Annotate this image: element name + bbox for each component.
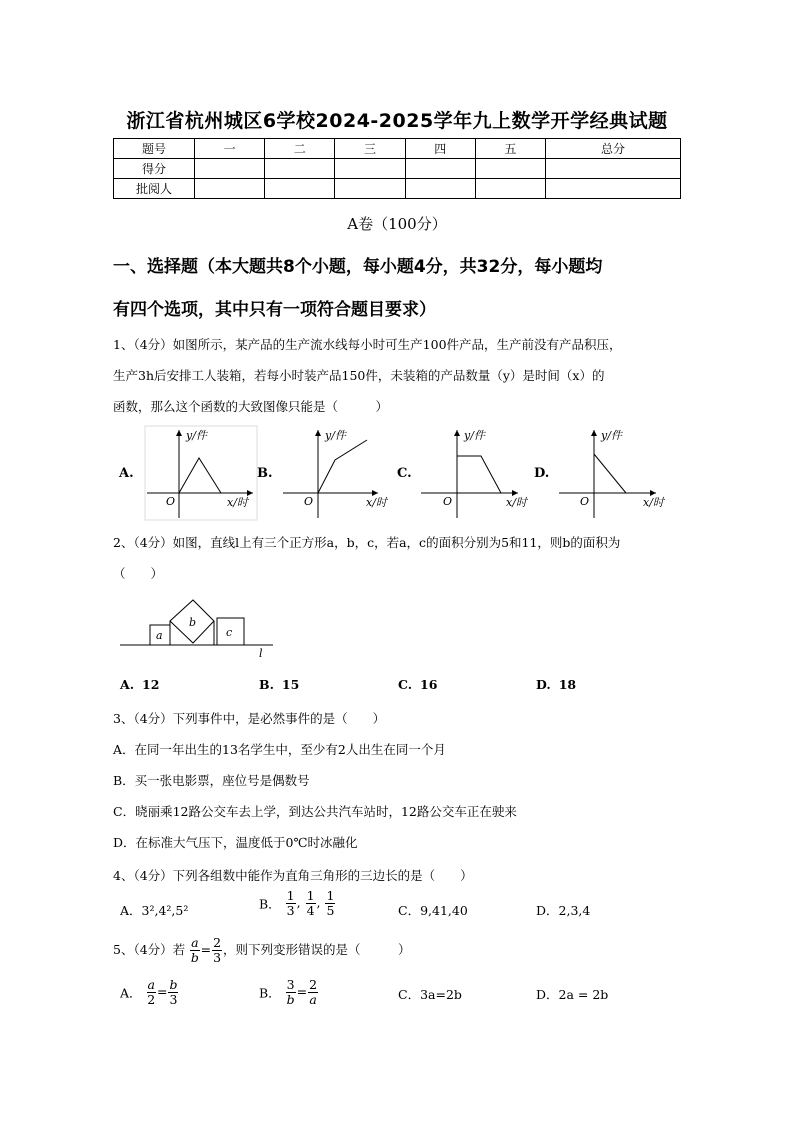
q5-option-b[interactable]: B． $\frac{3}{b}$ = $\frac{2}{a}$ bbox=[259, 977, 318, 1007]
x-axis-label: x/时 bbox=[366, 496, 387, 509]
option-label: D. bbox=[536, 677, 551, 692]
score-table-header-row bbox=[114, 139, 681, 159]
q1-option-b-label[interactable]: B. bbox=[257, 466, 273, 481]
reviewer-row bbox=[114, 179, 681, 199]
reviewer-row-label: 批阅人 bbox=[114, 179, 195, 199]
q5-stem-suffix: ，则下列变形错误的是（ ） bbox=[223, 942, 411, 957]
graph-line bbox=[318, 440, 367, 493]
option-label: A． bbox=[120, 903, 142, 918]
denominator: 5 bbox=[326, 903, 335, 918]
q2-line2: （ ） bbox=[113, 566, 164, 581]
numerator: 1 bbox=[326, 888, 335, 903]
question-2-stem bbox=[113, 527, 683, 589]
denominator: 3 bbox=[286, 903, 295, 918]
denominator: 4 bbox=[306, 903, 315, 918]
q2-option-a[interactable] bbox=[120, 677, 159, 692]
q5-stem: 5、（4分）若 $\frac{a}{b}$ = $\frac{2}{3}$ ，则下列变形错误的是（ ） bbox=[113, 935, 411, 965]
line-l-label: l bbox=[259, 647, 263, 660]
denominator: 2 bbox=[147, 992, 156, 1007]
reviewer-cell[interactable] bbox=[265, 179, 335, 199]
option-value: 18 bbox=[558, 677, 577, 692]
score-cell[interactable] bbox=[335, 159, 405, 179]
q1-option-a-label[interactable]: A. bbox=[119, 466, 134, 481]
y-axis-arrow bbox=[176, 430, 182, 436]
score-cell[interactable] bbox=[405, 159, 475, 179]
score-header-cell: 题号 bbox=[114, 139, 195, 159]
q1-graph-options bbox=[113, 420, 673, 525]
q3-option-b[interactable]: B．买一张电影票，座位号是偶数号 bbox=[113, 773, 310, 788]
origin-label: O bbox=[166, 495, 176, 508]
q5-option-a[interactable]: A． $\frac{a}{2}$ = $\frac{b}{3}$ bbox=[120, 977, 178, 1007]
option-value: 15 bbox=[281, 677, 300, 692]
q4-option-a[interactable] bbox=[120, 901, 188, 919]
q4-option-c[interactable]: C．9,41,40 bbox=[398, 903, 468, 918]
y-axis-label: y/件 bbox=[186, 429, 207, 442]
q1-option-d-label[interactable]: D. bbox=[534, 466, 550, 481]
score-header-cell: 五 bbox=[475, 139, 545, 159]
option-label: B． bbox=[259, 896, 281, 912]
denominator: 3 bbox=[213, 950, 222, 965]
q3-option-d[interactable]: D．在标准大气压下，温度低于0℃时冰融化 bbox=[113, 835, 358, 850]
q1-line1: 1、（4分）如图所示，某产品的生产流水线每小时可生产100件产品，生产前没有产品积压， bbox=[113, 337, 622, 352]
denominator: 3 bbox=[169, 992, 178, 1007]
denominator: b bbox=[190, 950, 199, 965]
fraction bbox=[306, 889, 316, 918]
score-header-cell: 四 bbox=[405, 139, 475, 159]
q5-option-d[interactable]: D．2a = 2b bbox=[536, 987, 609, 1002]
numerator: b bbox=[169, 977, 178, 992]
q1-option-c-label[interactable]: C. bbox=[397, 466, 412, 481]
y-axis-label: y/件 bbox=[325, 429, 346, 442]
q1-line3: 函数，那么这个函数的大致图像只能是（ ） bbox=[113, 399, 389, 414]
q1-graph-a[interactable] bbox=[145, 426, 257, 520]
option-label: B． bbox=[259, 985, 281, 1001]
origin-label: O bbox=[443, 495, 453, 508]
option-label: C. bbox=[398, 677, 413, 692]
section-heading bbox=[113, 250, 713, 327]
origin-label: O bbox=[580, 495, 590, 508]
score-row-label: 得分 bbox=[114, 159, 195, 179]
q2-option-b[interactable] bbox=[259, 677, 299, 692]
numerator: 1 bbox=[306, 888, 315, 903]
section-heading-line1: 一、选择题（本大题共8个小题，每小题4分，共32分，每小题均 bbox=[113, 257, 603, 277]
q1-graph-d[interactable] bbox=[559, 429, 666, 518]
score-cell[interactable] bbox=[546, 159, 681, 179]
fraction bbox=[325, 889, 335, 918]
score-table bbox=[113, 138, 681, 199]
fraction bbox=[168, 978, 178, 1007]
q4-option-b[interactable]: B． $\frac{1}{3}$ , $\frac{1}{4}$ , $\frac{1}{5}$ bbox=[259, 888, 335, 918]
score-cell[interactable] bbox=[265, 159, 335, 179]
score-header-cell: 三 bbox=[335, 139, 405, 159]
q1-line2: 生产3h后安排工人装箱，若每小时装产品150件，未装箱的产品数量（y）是时间（x）的 bbox=[113, 368, 605, 383]
numerator: a bbox=[191, 935, 199, 950]
option-label: B. bbox=[259, 677, 274, 692]
square-a-label: a bbox=[156, 629, 163, 642]
q3-option-c[interactable]: C．晓丽乘12路公交车去上学，到达公共汽车站时，12路公交车正在驶来 bbox=[113, 804, 517, 819]
square-c-label: c bbox=[226, 626, 233, 639]
numerator: a bbox=[147, 977, 155, 992]
reviewer-cell[interactable] bbox=[405, 179, 475, 199]
fraction bbox=[286, 978, 296, 1007]
score-header-cell: 二 bbox=[265, 139, 335, 159]
q1-graph-c[interactable] bbox=[421, 429, 529, 518]
score-header-cell: 一 bbox=[195, 139, 265, 159]
score-header-cell: 总分 bbox=[546, 139, 681, 159]
graph-line bbox=[457, 456, 501, 493]
reviewer-cell[interactable] bbox=[546, 179, 681, 199]
q5-stem-prefix: 5、（4分）若 bbox=[113, 942, 186, 957]
score-cell[interactable] bbox=[475, 159, 545, 179]
origin-label: O bbox=[304, 495, 314, 508]
square-b-label: b bbox=[189, 616, 197, 629]
x-axis-label: x/时 bbox=[227, 496, 248, 509]
y-axis-arrow bbox=[454, 430, 460, 436]
q3-option-a[interactable]: A．在同一年出生的13名学生中，至少有2人出生在同一个月 bbox=[113, 742, 446, 757]
option-label: A． bbox=[120, 985, 142, 1001]
q2-line1: 2、（4分）如图，直线l上有三个正方形a，b，c，若a，c的面积分别为5和11，则b的面积为 bbox=[113, 535, 621, 550]
y-axis-label: y/件 bbox=[464, 429, 485, 442]
reviewer-cell[interactable] bbox=[335, 179, 405, 199]
option-value: 12 bbox=[142, 677, 160, 692]
q5-option-c[interactable]: C．3a=2b bbox=[398, 987, 462, 1002]
q4-option-d[interactable]: D．2,3,4 bbox=[536, 903, 591, 918]
q4-stem: 4、（4分）下列各组数中能作为直角三角形的三边长的是（ ） bbox=[113, 868, 473, 883]
numerator: 2 bbox=[309, 977, 318, 992]
q3-stem: 3、（4分）下列事件中，是必然事件的是（ ） bbox=[113, 711, 386, 726]
y-axis-arrow bbox=[315, 430, 321, 436]
numerator: 3 bbox=[286, 977, 295, 992]
y-axis-label: y/件 bbox=[601, 429, 622, 442]
paper-label: A卷（100分） bbox=[347, 215, 447, 233]
graph-line bbox=[594, 454, 626, 493]
option-label: A. bbox=[120, 677, 135, 692]
question-3 bbox=[113, 703, 683, 858]
numerator: 1 bbox=[286, 888, 295, 903]
fraction bbox=[308, 978, 318, 1007]
fraction bbox=[212, 936, 222, 965]
option-value: 3²,4²,5² bbox=[141, 903, 189, 918]
x-axis-label: x/时 bbox=[643, 496, 664, 509]
reviewer-cell[interactable] bbox=[475, 179, 545, 199]
question-1-stem bbox=[113, 329, 683, 422]
fraction bbox=[190, 936, 199, 965]
reviewer-cell[interactable] bbox=[195, 179, 265, 199]
exam-title: 浙江省杭州城区6学校2024-2025学年九上数学开学经典试题 bbox=[126, 110, 668, 132]
q2-option-d[interactable] bbox=[536, 677, 576, 692]
denominator: b bbox=[286, 992, 295, 1007]
q2-option-c[interactable] bbox=[398, 677, 437, 692]
y-axis-arrow bbox=[591, 430, 597, 436]
score-row bbox=[114, 159, 681, 179]
graph-line bbox=[179, 458, 221, 493]
numerator: 2 bbox=[213, 935, 222, 950]
q2-squares-figure bbox=[113, 592, 283, 660]
fraction bbox=[147, 978, 156, 1007]
fraction bbox=[286, 889, 296, 918]
section-heading-line2: 有四个选项，其中只有一项符合题目要求） bbox=[113, 300, 436, 320]
q1-graph-b[interactable] bbox=[283, 429, 389, 518]
x-axis-label: x/时 bbox=[506, 496, 527, 509]
denominator: a bbox=[309, 992, 317, 1007]
score-cell[interactable] bbox=[195, 159, 265, 179]
option-value: 16 bbox=[420, 677, 438, 692]
